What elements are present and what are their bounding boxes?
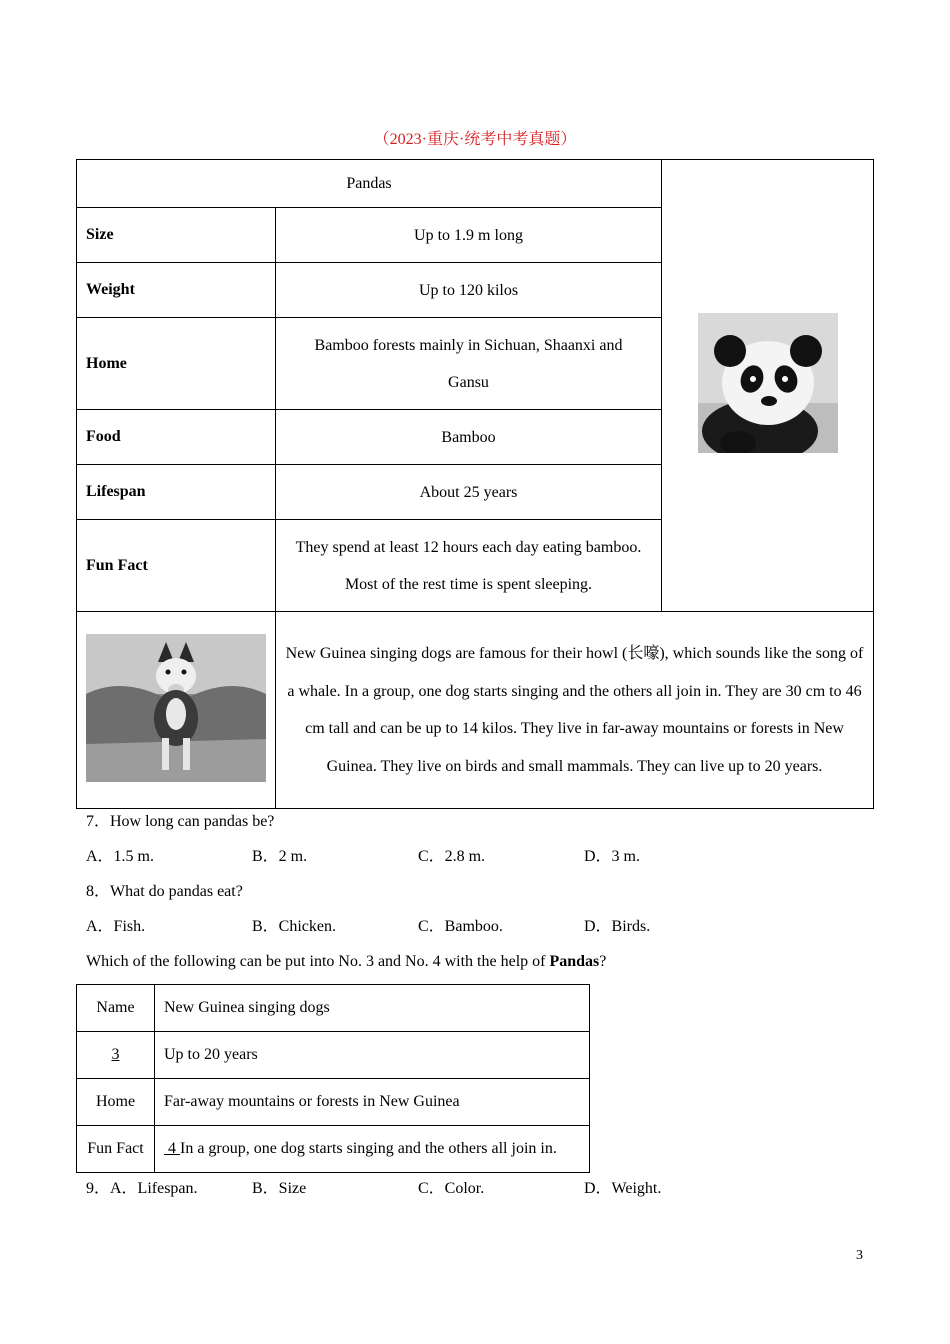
q8-option-a[interactable]: A．Fish. — [86, 918, 146, 935]
lifespan-value: About 25 years — [276, 465, 662, 520]
q7-option-b[interactable]: B．2 m. — [252, 848, 308, 865]
home-label-2: Home — [77, 1079, 155, 1126]
name-value: New Guinea singing dogs — [155, 985, 590, 1032]
pandas-info-table — [76, 159, 874, 809]
panda-photo — [698, 313, 838, 453]
food-label: Food — [77, 410, 276, 465]
dog-image-cell — [77, 612, 276, 809]
question-8: 8．What do pandas eat? — [86, 883, 243, 900]
q7-option-c[interactable]: C．2.8 m. — [418, 848, 486, 865]
q9-option-c[interactable]: C．Color. — [418, 1180, 485, 1197]
page-number: 3 — [856, 1248, 863, 1263]
home-label: Home — [77, 318, 276, 410]
q8-option-c[interactable]: C．Bamboo. — [418, 918, 503, 935]
size-value: Up to 1.9 m long — [276, 208, 662, 263]
question-source: （2023·重庆·统考中考真题） — [373, 131, 577, 148]
q9-option-a[interactable]: 9．A．Lifespan. — [86, 1180, 198, 1197]
home-value: Bamboo forests mainly in Sichuan, Shaanxi and Gansu — [276, 318, 662, 410]
q8-option-d[interactable]: D．Birds. — [584, 918, 651, 935]
fun-fact-label: Fun Fact — [77, 520, 276, 612]
food-value: Bamboo — [276, 410, 662, 465]
home-value-2: Far-away mountains or forests in New Guinea — [155, 1079, 590, 1126]
blank-3: 3 — [111, 1046, 120, 1063]
dog-fill-table — [76, 984, 590, 1173]
singing-dog-photo — [86, 634, 266, 782]
singing-dogs-passage: New Guinea singing dogs are famous for their howl (长嚎), which sounds like the song of a whale. In a group, one dog starts singing and the others all join in. They are 30 cm to 46 cm tall and can be up to 14 kilos. They live in far-away mountains or forests in New Guinea. They live on birds and small mammals. They can live up to 20 years. — [276, 612, 874, 809]
fun-fact-value: They spend at least 12 hours each day eating bamboo. Most of the rest time is spent sleeping. — [276, 520, 662, 612]
size-label: Size — [77, 208, 276, 263]
blank-3-value: Up to 20 years — [155, 1032, 590, 1079]
lifespan-label: Lifespan — [77, 465, 276, 520]
q9-option-d[interactable]: D．Weight. — [584, 1180, 662, 1197]
q7-option-d[interactable]: D．3 m. — [584, 848, 641, 865]
weight-value: Up to 120 kilos — [276, 263, 662, 318]
q8-option-b[interactable]: B．Chicken. — [252, 918, 336, 935]
weight-label: Weight — [77, 263, 276, 318]
table-title: Pandas — [77, 160, 662, 208]
panda-image-cell — [662, 160, 874, 612]
fun-fact-value-2: 4 In a group, one dog starts singing and the others all join in. — [155, 1126, 590, 1173]
question-7: 7．How long can pandas be? — [86, 813, 275, 830]
question-intro: Which of the following can be put into No. 3 and No. 4 with the help of Pandas? — [86, 953, 607, 970]
q9-option-b[interactable]: B．Size — [252, 1180, 307, 1197]
blank-4: 4 — [168, 1140, 176, 1157]
blank-3-cell — [77, 1032, 155, 1079]
name-label: Name — [77, 985, 155, 1032]
fun-fact-label-2: Fun Fact — [77, 1126, 155, 1173]
q7-option-a[interactable]: A．1.5 m. — [86, 848, 155, 865]
